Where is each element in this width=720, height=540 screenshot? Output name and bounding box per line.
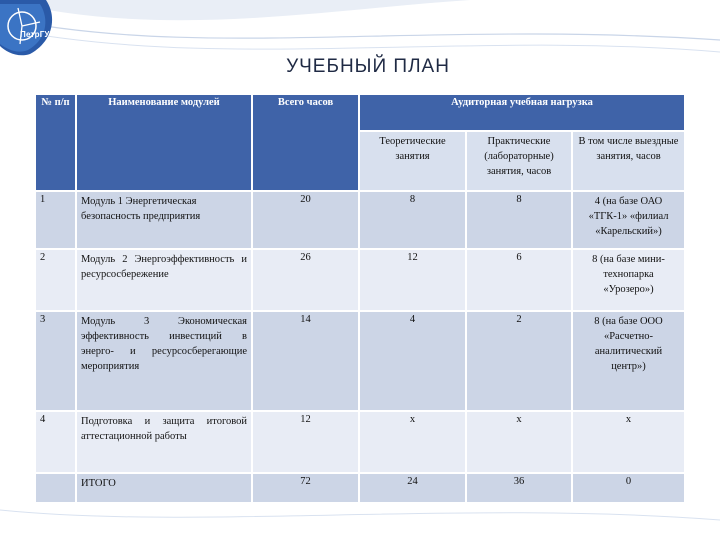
- table-row: [36, 249, 685, 311]
- cell-field: 8 (на базе мини-технопарка «Урозеро»): [572, 249, 685, 311]
- cell-theory: 4: [359, 311, 466, 411]
- university-logo: [0, 0, 60, 56]
- cell-total: 14: [252, 311, 359, 411]
- cell-practice: 2: [466, 311, 572, 411]
- table-row-total: [36, 473, 685, 503]
- header-theory: Теоретические занятия: [359, 131, 466, 191]
- header-number: № п/п: [36, 95, 76, 191]
- cell-field: 0: [572, 473, 685, 503]
- curriculum-table: [36, 95, 686, 504]
- cell-theory: 8: [359, 191, 466, 249]
- table-row: [36, 311, 685, 411]
- cell-field: 8 (на базе ООО «Расчетно-аналитический центр»): [572, 311, 685, 411]
- cell-total: 12: [252, 411, 359, 473]
- cell-module-name: Модуль 2 Энергоэффективность и ресурсосбережение: [76, 249, 252, 311]
- cell-number: 3: [36, 311, 76, 411]
- cell-field: 4 (на базе ОАО «ТГК-1» «филиал «Карельский»): [572, 191, 685, 249]
- cell-field: х: [572, 411, 685, 473]
- cell-practice: 6: [466, 249, 572, 311]
- table-row: [36, 411, 685, 473]
- header-auditory-load: Аудиторная учебная нагрузка: [359, 95, 685, 131]
- cell-module-name: Подготовка и защита итоговой аттестационной работы: [76, 411, 252, 473]
- cell-total: 20: [252, 191, 359, 249]
- cell-number: [36, 473, 76, 503]
- cell-total: 26: [252, 249, 359, 311]
- cell-practice: 36: [466, 473, 572, 503]
- cell-number: 2: [36, 249, 76, 311]
- cell-theory: 12: [359, 249, 466, 311]
- cell-practice: 8: [466, 191, 572, 249]
- cell-total: 72: [252, 473, 359, 503]
- cell-number: 1: [36, 191, 76, 249]
- cell-module-name: ИТОГО: [76, 473, 252, 503]
- header-module-name: Наименование модулей: [76, 95, 252, 191]
- cell-practice: х: [466, 411, 572, 473]
- cell-number: 4: [36, 411, 76, 473]
- logo-text: ПетрГУ: [20, 30, 50, 39]
- cell-module-name: Модуль 1 Энергетическая безопасность предприятия: [76, 191, 252, 249]
- cell-theory: 24: [359, 473, 466, 503]
- header-practice: Практические (лабораторные) занятия, часов: [466, 131, 572, 191]
- header-field: В том числе выездные занятия, часов: [572, 131, 685, 191]
- header-total-hours: Всего часов: [252, 95, 359, 191]
- cell-module-name: Модуль 3 Экономическая эффективность инвестиций в энерго- и ресурсосберегающие мероприятия: [76, 311, 252, 411]
- cell-theory: х: [359, 411, 466, 473]
- page-title: УЧЕБНЫЙ ПЛАН: [286, 56, 450, 77]
- table-row: [36, 191, 685, 249]
